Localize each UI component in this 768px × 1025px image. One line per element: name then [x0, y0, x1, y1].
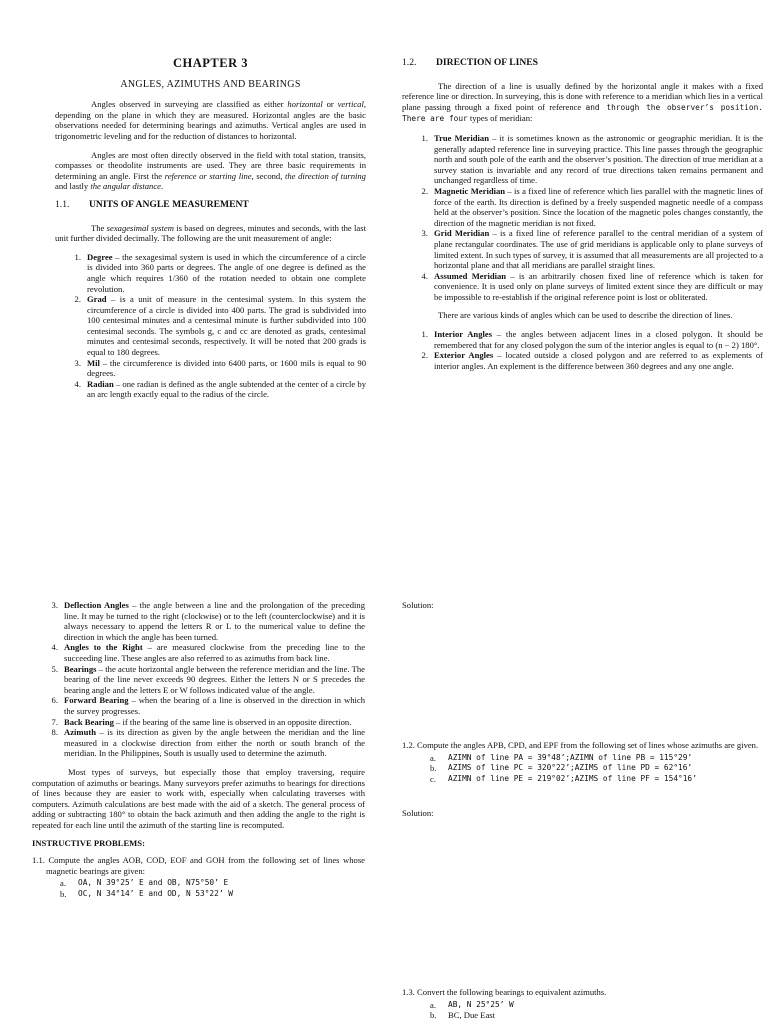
list-item: a. AB, N 25°25’ W [430, 999, 514, 1010]
right-top-column [402, 58, 763, 379]
chapter-subtitle: ANGLES, AZIMUTHS AND BEARINGS [120, 78, 301, 90]
list-item: 8. Azimuth – is its direction as given by the angle between the meridian and the line measured in a clockwise direction from either the north or south branch of the meridian. In the Philippines, South is usually used to determine the azimuth. [51, 727, 365, 759]
problem-1-1-items [60, 878, 365, 899]
direction-paragraph: The direction of a line is usually defined by the horizontal angle it makes with a fixed reference line or direction. In surveying, this is done with reference to a meridian which lies in a vertical plane passing through a fixed point of reference and through the observer’s position. There are four types of meridian: [402, 80, 763, 124]
left-top-column [55, 58, 366, 408]
list-item: 7. Back Bearing – if the bearing of the same line is observed in an opposite direction. [51, 716, 352, 727]
problem-1-2-items [430, 753, 763, 785]
list-item: b. OC, N 34°14’ E and OD, N 53°22’ W [60, 888, 233, 899]
list-item: b. AZIMS of line PC = 320°22’;AZIMS of line PD = 62°16’ [430, 763, 693, 774]
list-item: 1. Degree – the sexagesimal system is used in which the circumference of a circle is divided into 360 parts or degrees. The angle of one degree is defined as the angle which requires 1/360 of the rotation needed to obtain one complete revolution. [74, 251, 366, 294]
instructive-problems-heading: INSTRUCTIVE PROBLEMS: [32, 838, 145, 849]
intro-paragraph-1: Angles observed in surveying are classified as either horizontal or vertical, depending on the plane in which they are measured. Horizontal angles are the basic observations needed for determining bearings and azimuths. Vertical angles are used in trigonometric leveling and for the reduction of distances to horizontal. [55, 99, 366, 141]
problem-1-3-items [430, 1000, 763, 1021]
survey-paragraph: Most types of surveys, but especially those that employ traversing, require computation of azimuths or bearings. Many surveyors prefer azimuths to bearings for directions of lines because they are easier to work with, especially when calculating traverses with computers. Azimuth calculations are best made with the aid of a sketch. The general process of adding or subtracting 180° to obtain the back azimuth and then adding the angle to the right is repeated for each line until the azimuth of the starting line is recomputed. [32, 766, 365, 830]
solution-label-1: Solution: [402, 600, 434, 610]
angles-list-2 [32, 600, 365, 759]
solution-label-2: Solution: [402, 808, 434, 818]
section-heading-direction: 1.2. DIRECTION OF LINES [402, 57, 538, 68]
units-paragraph: The sexagesimal system is based on degrees, minutes and seconds, with the last unit further divided decimally. The following are the unit measurement of angle: [55, 222, 366, 244]
chapter-title: CHAPTER 3 [173, 56, 248, 70]
list-item: 2. Magnetic Meridian – is a fixed line of reference which lies parallel with the magnetic lines of force of the earth. Its direction is defined by a freely suspended magnetic needle of a compass held at the observer’s position. Since the location of the magnetic poles changes constantly, the direction of the magnetic meridian is not fixed. [421, 185, 763, 228]
list-item: 6. Forward Bearing – when the bearing of a line is observed in the direction in which the survey progresses. [51, 695, 365, 716]
problem-1-1: 1.1. Compute the angles AOB, COD, EOF and GOH from the following set of lines whose magnetic bearings are given: [32, 855, 365, 876]
list-item: 4. Angles to the Right – are measured clockwise from the preceding line to the succeeding line. These angles are also referred to as azimuths from back line. [51, 642, 366, 663]
list-item: 4. Assumed Meridian – is an arbitrarily chosen fixed line of reference which is taken for convenience. It is used only on plane surveys of limited extent since they are difficult or may be impossible to re-establish if the original reference point is lost or obliterated. [421, 270, 764, 302]
list-item: 1. Interior Angles – the angles between adjacent lines in a closed polygon. It should be remembered that for any closed polygon the sum of the interior angles is equal to (n − 2) 180°. [421, 329, 763, 350]
meridians-list [402, 133, 763, 303]
list-item: 3. Mil – the circumference is divided into 6400 parts, or 1600 mils is equal to 90 degrees. [74, 357, 366, 379]
problem-1-2-block [402, 740, 763, 788]
list-item: b. BC, Due East [430, 1010, 496, 1021]
problem-1-3-block [402, 987, 763, 1025]
list-item: a. OA, N 39°25’ E and OB, N75°50’ E [60, 878, 229, 889]
left-bottom-column [32, 600, 365, 903]
intro-paragraph-2: Angles are most often directly observed in the field with total station, transits, compasses or theodolite instruments are used. They are three basic requirements in determining an angle. First the reference or starting line, second, the direction of turning and lastly the angular distance. [55, 149, 366, 192]
units-list [55, 252, 366, 400]
kinds-paragraph: There are various kinds of angles which can be used to describe the direction of lines. [438, 310, 733, 321]
list-item: 2. Grad – is a unit of measure in the centesimal system. In this system the circumference of a circle is divided into 400 parts. The grad is subdivided into 100 centesimal minutes and a centesimal minute is further subdivided into 100 centesimal seconds. The symbols g, c and cc are denoted as grads, centesimal minutes and centesimal seconds, respectively. It will be noted that 200 grads is equal to 180 degrees. [74, 294, 366, 358]
section-heading-units: 1.1. UNITS OF ANGLE MEASUREMENT [55, 198, 249, 210]
list-item: 2. Exterior Angles – located outside a closed polygon and are referred to as explements of interior angles. An explement is the difference between 360 degrees and any one angle. [421, 350, 763, 371]
angles-list-1 [402, 329, 763, 371]
list-item: 4. Radian – one radian is defined as the angle subtended at the center of a circle by an arc length exactly equal to the radius of the circle. [74, 378, 366, 400]
problem-1-3: 1.3. Convert the following bearings to equivalent azimuths. [402, 987, 607, 997]
list-item: c. AZIMN of line PE = 219°02’;AZIMS of line PF = 154°16’ [430, 773, 697, 784]
list-item: 1. True Meridian – it is sometimes known as the astronomic or geographic meridian. It is the generally adapted reference line in surveying practice. This line passes through the geographic north and south pole of the earth and the observer’s position. The direction of true meridian at a survey station is invariable and any record of true directions taken remains permanent and unchanged regardless of time. [421, 132, 763, 186]
list-item: 3. Deflection Angles – the angle between a line and the prolongation of the preceding line. It may be turned to the right (clockwise) or to the left (counterclockwise) and it is always necessary to append the letters R or L to the numerical value to define the direction in which the angle has been turned. [51, 600, 365, 642]
list-item: 5. Bearings – the acute horizontal angle between the reference meridian and the line. The bearing of the line never exceeds 90 degrees. Either the letters N or S precedes the bearing angle and the letters E or W follows indicated value of the angle. [51, 663, 365, 695]
problem-1-2: 1.2. Compute the angles APB, CPD, and EPF from the following set of lines whose azimuths are given. [402, 740, 759, 750]
list-item: a. AZIMN of line PA = 39°48’;AZIMN of line PB = 115°29’ [430, 752, 693, 763]
list-item: 3. Grid Meridian – is a fixed line of reference parallel to the central meridian of a system of plane rectangular coordinates. The use of grid meridians is applicable only to plane surveys of limited extent. In such types of survey, it is assumed that all measurements are all projected to a horizontal plane and that all meridians are parallel straight lines. [421, 228, 764, 271]
